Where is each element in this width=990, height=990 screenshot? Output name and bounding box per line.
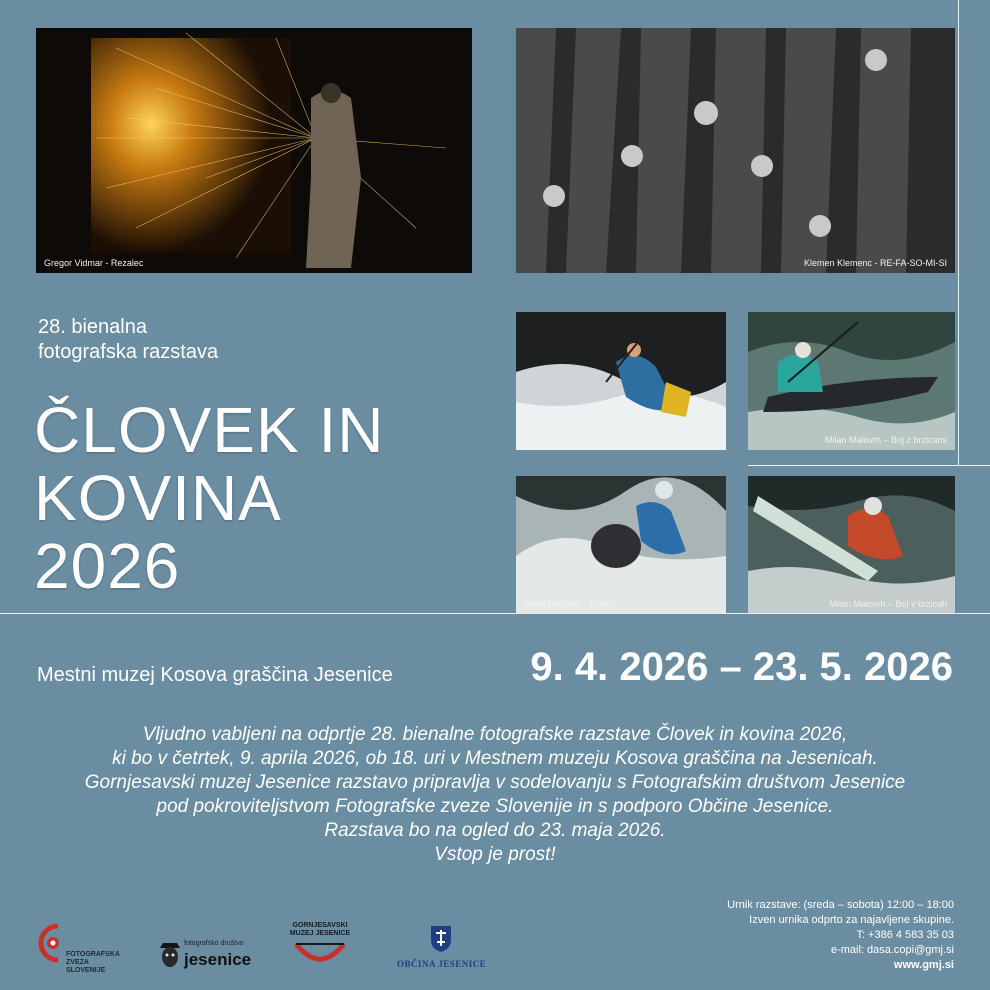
photo-fokus [516, 476, 726, 614]
invitation-text [20, 723, 970, 867]
group-visits-note: Izven urnika odprto za najavljene skupine. [749, 914, 954, 926]
photo-caption: Milan Malovrh – Boj v brzicah [829, 599, 947, 609]
gmj-logo-text [287, 922, 353, 938]
invitation-line: Vljudno vabljeni na odprtje 28. bienalne fotografske razstave Človek in kovina 2026, [142, 724, 848, 745]
exhibition-subtitle [38, 315, 218, 365]
gmj-logo-line: MUZEJ JESENICE [289, 930, 351, 937]
subtitle-line: 28. bienalna [38, 316, 147, 338]
divider-line-horizontal [0, 613, 990, 614]
title-line: ČLOVEK IN [34, 394, 385, 466]
email-address[interactable]: e-mail: dasa.copi@gmj.si [830, 944, 954, 956]
title-line: 2026 [34, 530, 181, 602]
invitation-line: Gornjesavski muzej Jesenice razstavo pripravlja v sodelovanju s Fotografskim društvom Jesenice [84, 772, 906, 793]
fzs-logo-line: ZVEZA [66, 959, 89, 966]
photo-rezalec [36, 28, 472, 273]
fdj-logo-big-text: jesenice [184, 950, 252, 969]
contact-info [727, 898, 954, 973]
phone-number: T: +386 4 583 35 03 [856, 929, 954, 941]
photo-re-fa-so-mi-si [516, 28, 955, 273]
gmj-logo-emblem-icon [292, 940, 348, 970]
obcina-logo-text: OBČINA JESENICE [397, 959, 487, 969]
photo-caption: Milan Malovrh – Fokus [524, 599, 615, 609]
fzs-logo-line: FOTOGRAFSKA [66, 951, 120, 958]
exhibition-title [34, 396, 384, 600]
fdj-logo-small-text: fotografsko društvo [184, 940, 244, 947]
divider-line-vertical [958, 0, 959, 465]
photo-v-elementu [516, 312, 726, 450]
invitation-line: ki bo v četrtek, 9. aprila 2026, ob 18. uri v Mestnem muzeju Kosova graščina na Jesenicah. [112, 748, 878, 769]
exhibition-dates: 9. 4. 2026 – 23. 5. 2026 [530, 645, 953, 689]
divider-line-horizontal-right [748, 465, 990, 466]
photo-caption: Klemen Klemenc - RE-FA-SO-MI-SI [803, 258, 947, 268]
fdj-logo-face-icon [158, 940, 182, 970]
photo-caption: Milan Malovrh – Boj z brzicami [824, 435, 947, 445]
title-line: KOVINA [34, 462, 282, 534]
invitation-line: pod pokroviteljstvom Fotografske zveze Slovenije in s podporo Občine Jesenice. [156, 796, 834, 817]
fzs-logo-line: SLOVENIJE [66, 967, 106, 974]
opening-hours: Urnik razstave: (sreda – sobota) 12:00 – 18:00 [727, 899, 954, 911]
photo-boj-v-brzicah [748, 476, 955, 614]
obcina-coat-of-arms-icon [430, 925, 452, 953]
invitation-line: Vstop je prost! [434, 844, 556, 865]
venue-name: Mestni muzej Kosova graščina Jesenice [37, 664, 393, 686]
website-link[interactable]: www.gmj.si [893, 959, 954, 971]
subtitle-line: fotografska razstava [38, 341, 219, 363]
photo-boj-z-brzicami [748, 312, 955, 450]
photo-caption: Milan Malovrh – V elementu [524, 435, 636, 445]
invitation-line: Razstava bo na ogled do 23. maja 2026. [324, 820, 666, 841]
photo-caption: Gregor Vidmar - Rezalec [44, 258, 144, 268]
fzs-logo-icon [36, 922, 66, 964]
gmj-logo-line: GORNJESAVSKI [292, 922, 348, 929]
fzs-logo-text [66, 951, 120, 975]
